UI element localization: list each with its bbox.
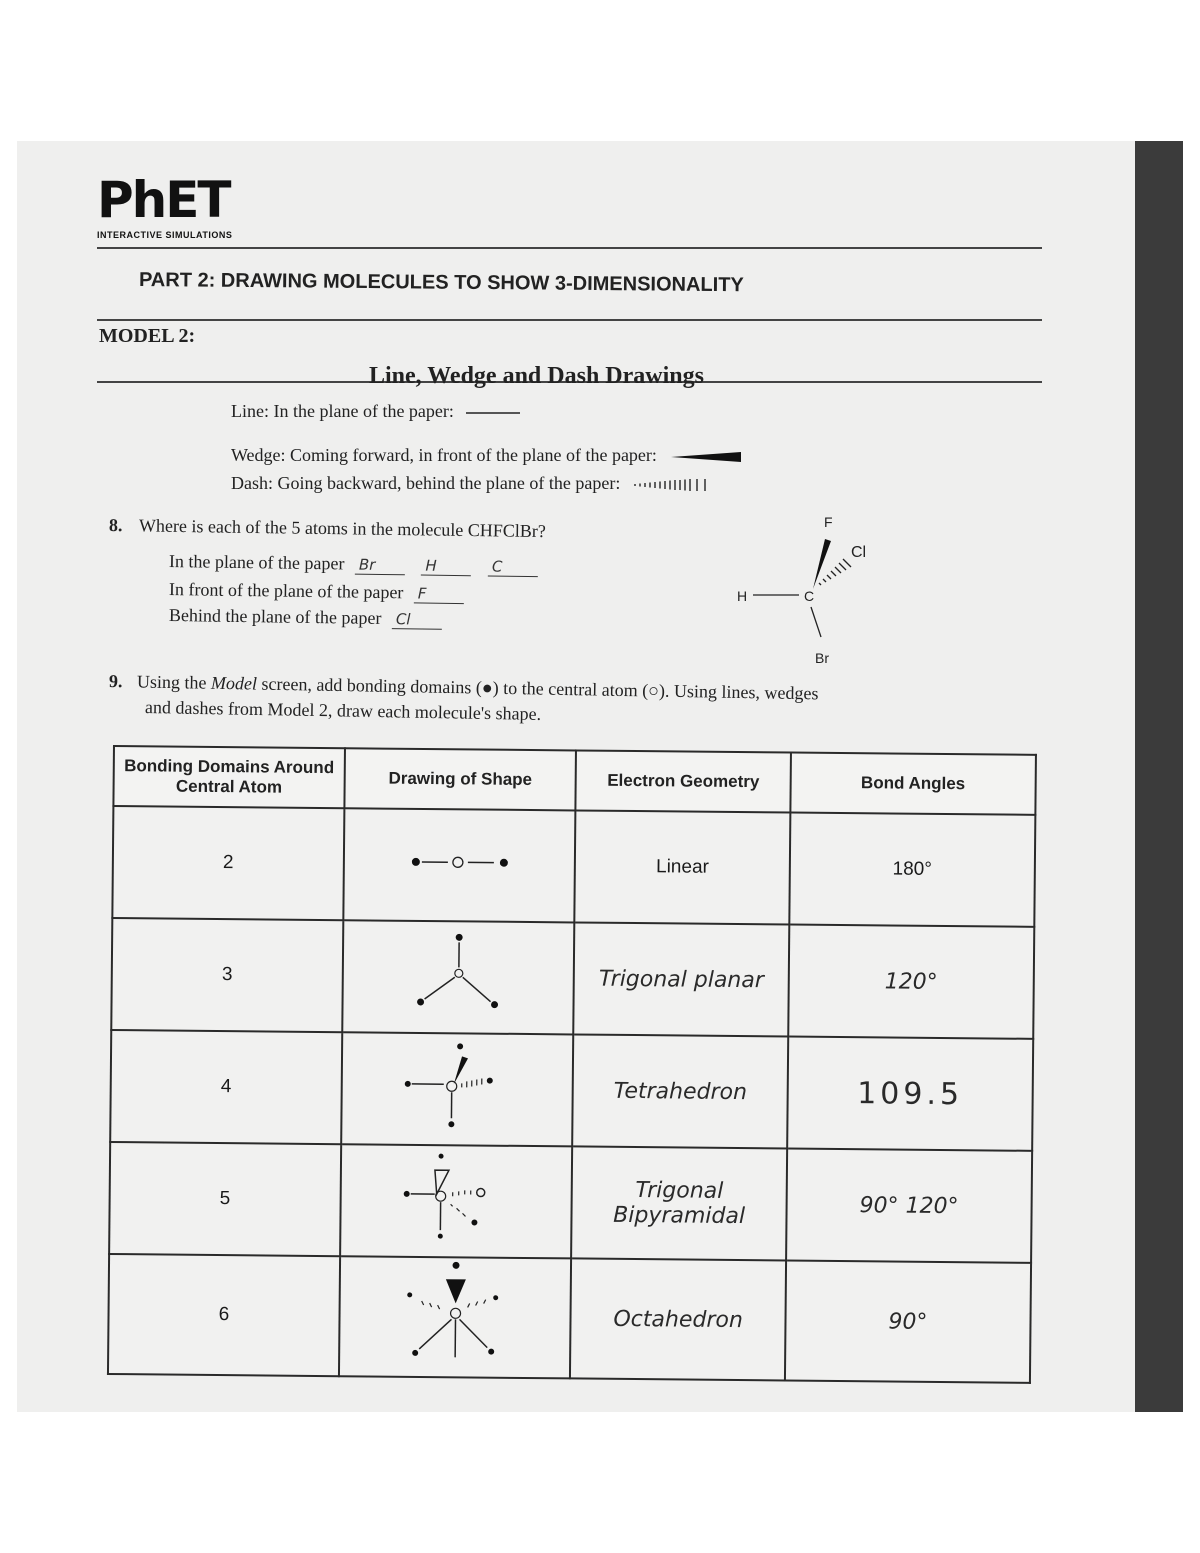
part-divider [97, 319, 1042, 321]
header-bond-angles: Bond Angles [790, 753, 1036, 815]
q8-row-front [169, 579, 470, 604]
dash-bond-icon [631, 478, 721, 492]
definition-line [231, 401, 524, 422]
definition-line-text: Line: In the plane of the paper: [231, 401, 454, 421]
question-9-line2: and dashes from Model 2, draw each molecule's shape. [144, 697, 542, 724]
geometry-cell: Tetrahedron [573, 1034, 788, 1148]
angles-cell: 90° 120° [786, 1148, 1032, 1262]
table-row [108, 1254, 1031, 1383]
shape-drawing-cell [339, 1256, 572, 1378]
model-heading: Line, Wedge and Dash Drawings [369, 363, 704, 389]
tetrahedral-shape-drawing [397, 1038, 518, 1135]
octahedral-shape-drawing [395, 1259, 516, 1370]
header-electron-geometry: Electron Geometry [576, 750, 791, 812]
question-8-prompt: Where is each of the 5 atoms in the molecule CHFClBr? [138, 515, 546, 542]
domains-cell: 6 [108, 1254, 340, 1376]
shape-drawing-cell [341, 1032, 574, 1146]
table-row [110, 1030, 1033, 1151]
table-header-row [113, 746, 1036, 815]
geometry-cell: Octahedron [570, 1258, 786, 1380]
geometry-cell: Linear [575, 810, 790, 924]
atom-br: Br [815, 650, 829, 666]
line-bond [811, 607, 821, 637]
shape-drawing-cell [342, 920, 575, 1034]
domains-cell: 3 [111, 918, 343, 1032]
atom-f: F [824, 514, 833, 530]
shape-drawing-cell [343, 808, 576, 922]
domains-cell: 4 [110, 1030, 342, 1144]
definition-dash [231, 473, 721, 494]
table-row [111, 918, 1034, 1039]
definition-dash-text: Dash: Going backward, behind the plane of the paper: [231, 473, 621, 493]
answer-field[interactable]: C [488, 557, 538, 577]
angles-cell: 120° [788, 924, 1034, 1038]
geometry-cell: Trigonal Bipyramidal [572, 1146, 787, 1260]
wedge-bond [813, 539, 831, 589]
dark-sidebar-strip [1135, 141, 1183, 1412]
worksheet-page [17, 141, 1135, 1412]
q8-row-behind [169, 605, 448, 630]
angles-cell: 90° [785, 1260, 1031, 1382]
question-9-number: 9. [108, 671, 123, 692]
header-bonding-domains: Bonding Domains Around Central Atom [113, 746, 344, 808]
answer-field[interactable]: F [414, 584, 464, 604]
answer-field[interactable]: H [421, 557, 471, 577]
question-9-model-emphasis: Model [210, 672, 258, 694]
angles-cell: 180° [789, 813, 1035, 927]
trigonal-bipyramidal-shape-drawing [396, 1150, 517, 1247]
q8-row-behind-label: Behind the plane of the paper [168, 605, 382, 628]
part-title: PART 2: DRAWING MOLECULES TO SHOW 3-DIMENSIONALITY [138, 269, 744, 297]
line-bond-icon [464, 408, 524, 418]
domains-cell: 2 [112, 806, 344, 920]
geometry-cell: Trigonal planar [574, 922, 789, 1036]
trigonal-planar-shape-drawing [398, 929, 519, 1020]
atom-cl: Cl [851, 544, 867, 561]
question-8-number: 8. [108, 515, 123, 536]
molecule-shapes-table [107, 745, 1037, 1384]
header-drawing-of-shape: Drawing of Shape [344, 748, 576, 810]
dash-bond [819, 559, 851, 585]
q8-row-plane [169, 551, 544, 577]
question-9-text: Using the [136, 671, 212, 693]
atom-c: C [804, 588, 815, 604]
header-divider [97, 247, 1042, 249]
table-row [112, 806, 1035, 927]
shape-drawing-cell [340, 1144, 573, 1258]
q8-row-front-label: In front of the plane of the paper [168, 579, 404, 603]
angles-cell: 109.5 [787, 1036, 1033, 1150]
atom-h: H [737, 588, 748, 604]
chfclbr-molecule-diagram [727, 509, 887, 674]
linear-shape-drawing [399, 847, 519, 878]
domains-cell: 5 [109, 1142, 341, 1256]
phet-logo: PhET [97, 171, 230, 229]
question-9-text: screen, add bonding domains (●) to the central atom (○). Using lines, wedges [256, 673, 819, 704]
table-row [109, 1142, 1032, 1263]
answer-field[interactable]: Br [355, 556, 405, 576]
definition-wedge [231, 445, 747, 466]
logo-tagline: INTERACTIVE SIMULATIONS [97, 230, 233, 240]
answer-field[interactable]: Cl [392, 610, 442, 630]
definition-wedge-text: Wedge: Coming forward, in front of the plane of the paper: [231, 445, 657, 465]
question-8 [109, 515, 546, 542]
wedge-bond-icon [667, 450, 747, 464]
q8-row-plane-label: In the plane of the paper [168, 551, 345, 574]
model-label: MODEL 2: [99, 325, 196, 347]
